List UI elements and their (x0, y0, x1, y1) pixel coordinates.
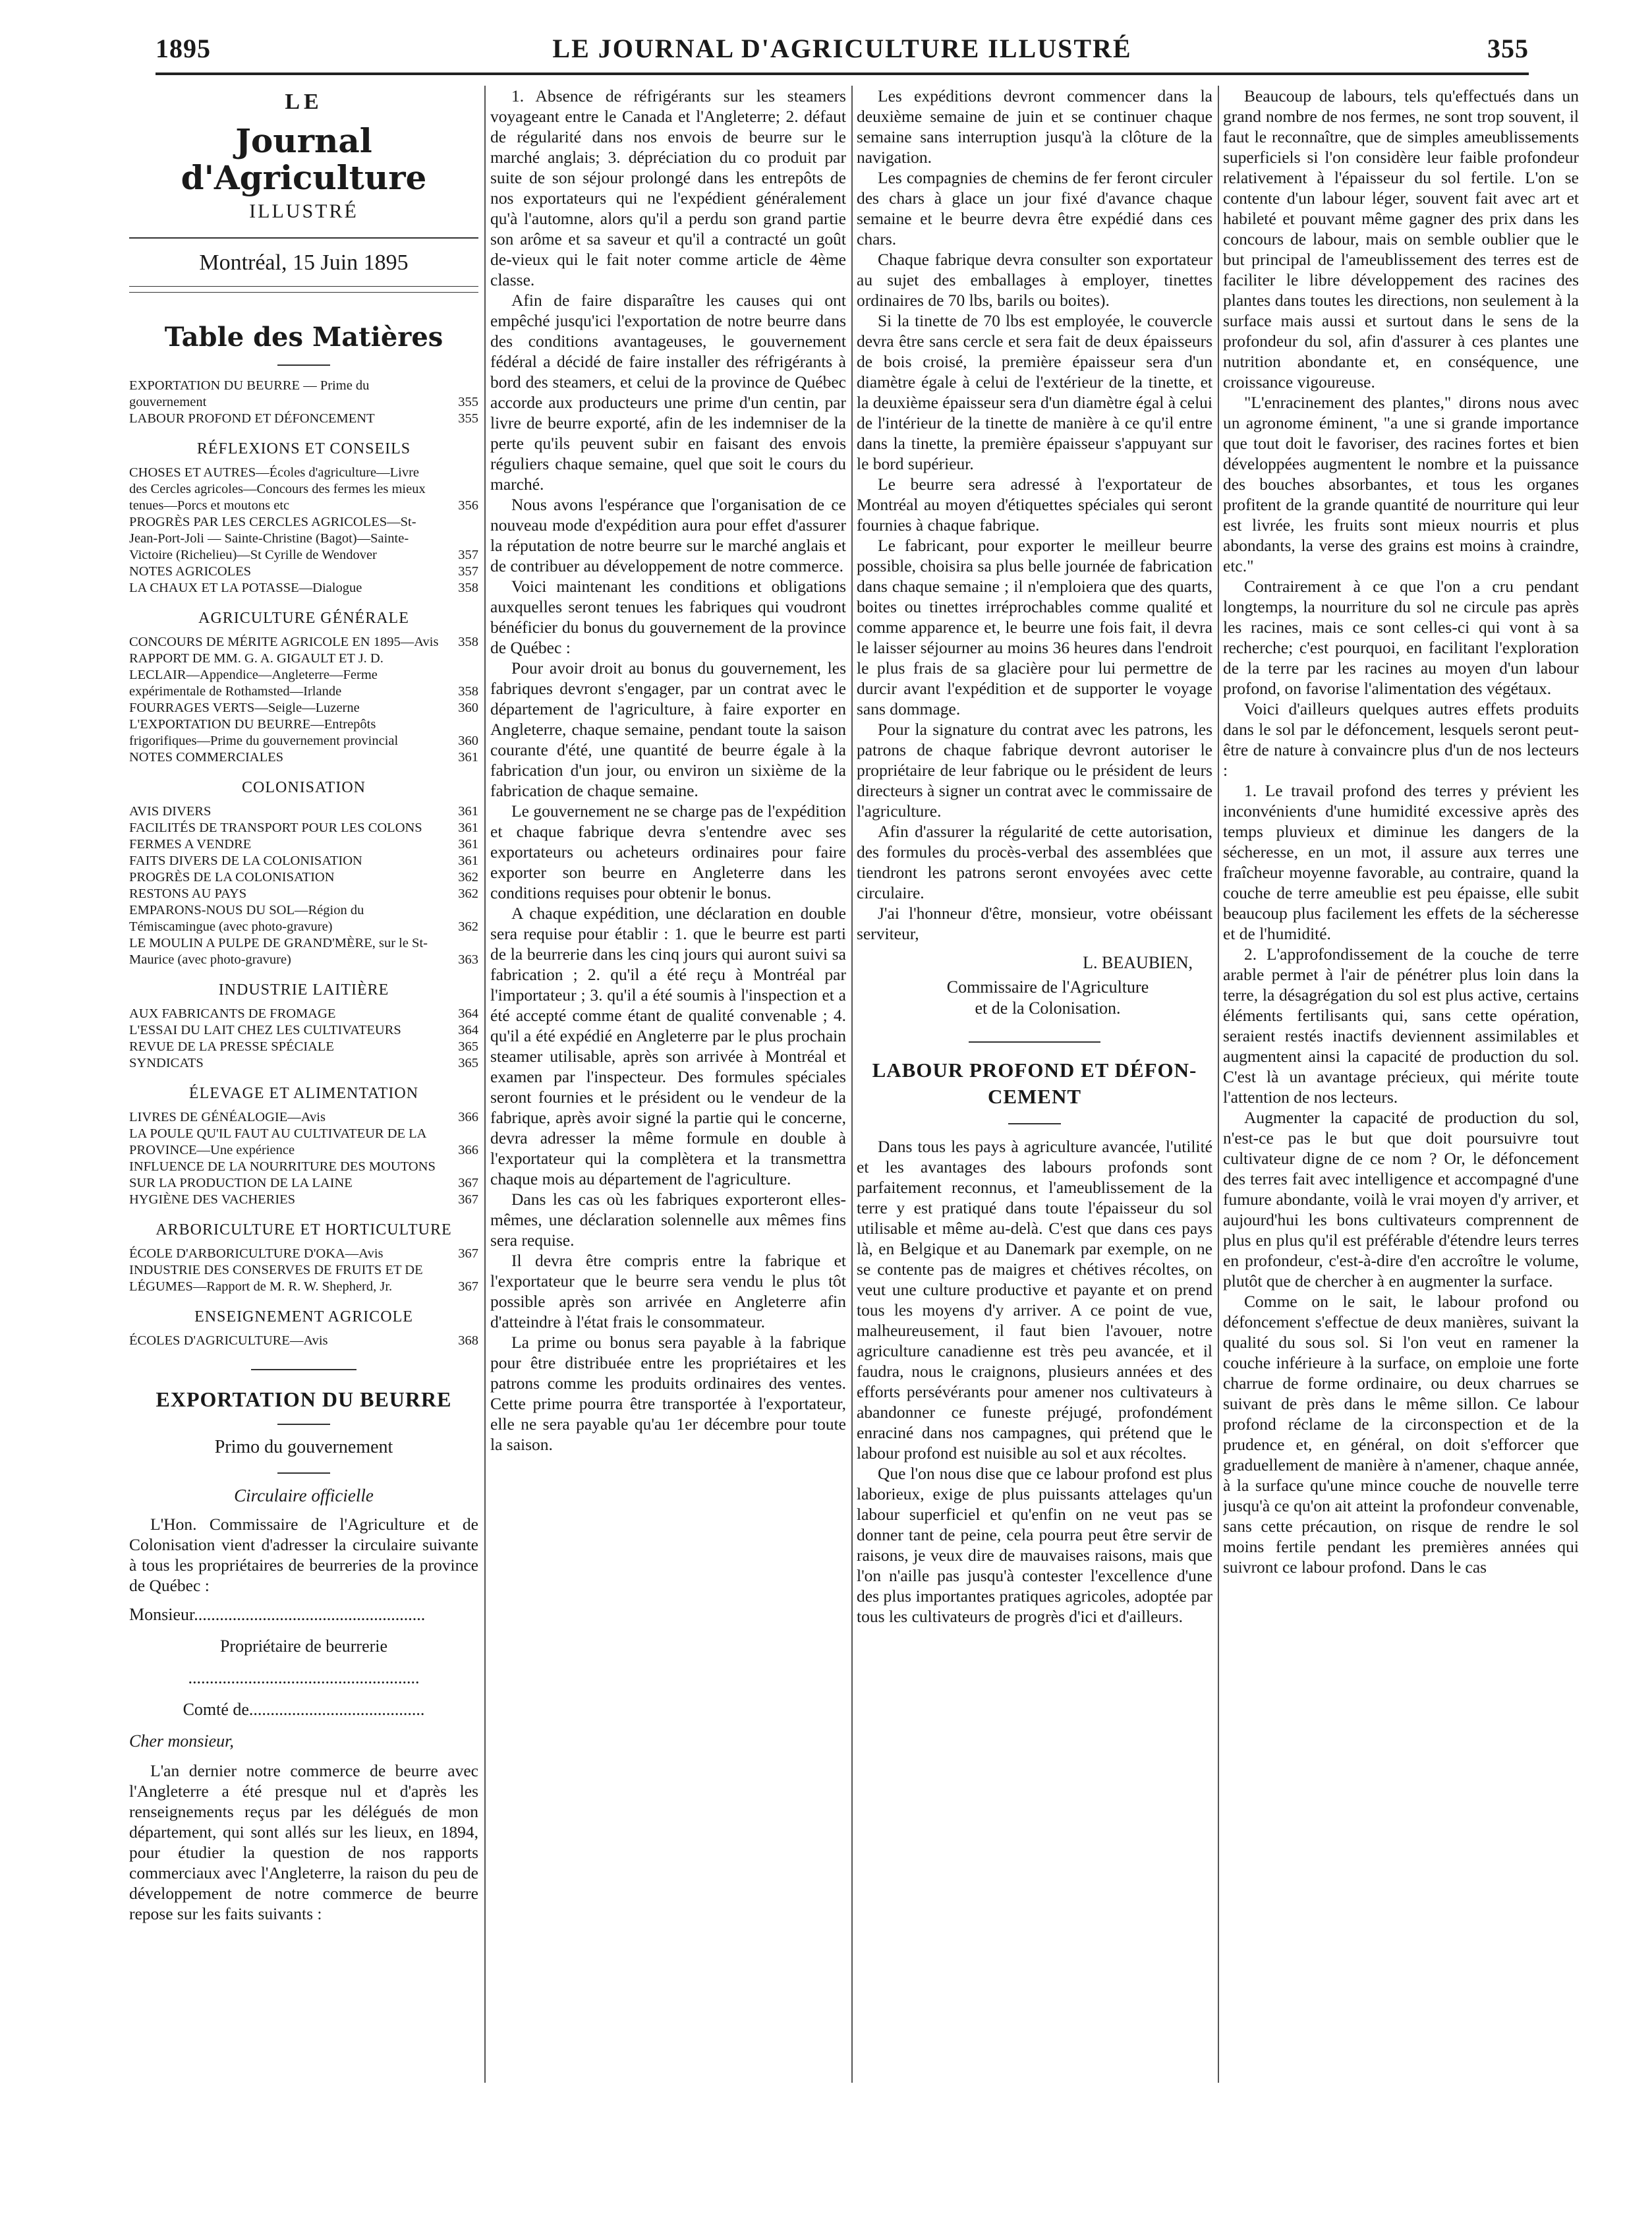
article-2-title-line: LABOUR PROFOND ET DÉFON- (872, 1059, 1197, 1082)
article-paragraph: Afin d'assurer la régularité de cette autorisation, des formules du procès-verbal des assemblées que tiendront les patrons seront envoyées avec cette circulaire. (857, 822, 1212, 902)
article-paragraph: Il devra être compris entre la fabrique et l'exportateur que le beurre sera vendu le plus tôt possible après son arrivée en Angleterre afin d'atteindre à l'état frais le consommateur. (490, 1251, 846, 1331)
column-divider (484, 86, 486, 2083)
toc-entry (129, 902, 478, 935)
toc-entry (129, 935, 478, 968)
toc-entry-page: 360 (458, 701, 478, 715)
toc-entry-text: LABOUR PROFOND ET DÉFONCEMENT (129, 411, 375, 426)
article-paragraph: Voici maintenant les conditions et obligations auxquelles seront tenues les fabriques qui voudront bénéficier du bonus du gouvernement de la province de Québec : (490, 577, 846, 657)
masthead-rule (129, 237, 478, 239)
toc-entry-text: EMPARONS-NOUS DU SOL—Région du Témiscamingue (avec photo-gravure) (129, 903, 364, 934)
toc-entry-page: 364 (458, 1006, 478, 1021)
toc-entry-page: 361 (458, 821, 478, 835)
toc-entry-page: 366 (458, 1110, 478, 1124)
toc-section-heading: COLONISATION (242, 779, 366, 796)
article-paragraph: Augmenter la capacité de production du sol, n'est-ce pas le but que doit poursuivre tout cultivateur digne de ce nom ? Or, le défoncement des terres fait avec intelligence et accompagné d'une fumure abondante, voilà le vrai moyen d'y arriver, et aujourd'hui les bons cultivateurs comprennent de plus en plus qu'il est préférable d'étendre leurs terres en profondeur, c'est-à-dire d'en accroître le volume, plutôt que de chercher à en augmenter la surface. (1223, 1108, 1579, 1291)
article-paragraph: Voici d'ailleurs quelques autres effets produits dans le sol par le défoncement, lesquels seront peut-être de nature à convaincre plus d'un de nos lecteurs : (1223, 699, 1579, 780)
toc-entry-text: RESTONS AU PAYS (129, 886, 247, 901)
toc-entry-page: 367 (458, 1279, 478, 1294)
article-paragraph: 1. Absence de réfrigérants sur les steamers voyageant entre le Canada et l'Angleterre; 2. défaut de régularité dans nos envois de beurre sur le marché anglais; 3. dépréciation du co produit par suite de son séjour prolongé dans les entrepôts de nos exportateurs qui ne l'expédient généralement qu'à l'automne, alors qu'il a perdu son grand partie son arôme et sa saveur et qu'il a contracté un goût de-vieux qui le fait noter comme article de 4ème classe. (490, 86, 846, 289)
toc-entry (129, 634, 478, 651)
form-monsieur: Monsieur...................................................... (129, 1605, 426, 1624)
toc-section-heading: ARBORICULTURE ET HORTICULTURE (156, 1221, 452, 1238)
toc-entry-text: LA CHAUX ET LA POTASSE—Dialogue (129, 581, 362, 595)
toc-section-heading: INDUSTRIE LAITIÈRE (218, 981, 389, 999)
toc-entry-page: 355 (458, 395, 478, 409)
toc-entry-text: LA POULE QU'IL FAUT AU CULTIVATEUR DE LA PROVINCE—Une expérience (129, 1126, 426, 1157)
toc-section-heading: ÉLEVAGE ET ALIMENTATION (188, 1085, 419, 1102)
column-divider (851, 86, 853, 2083)
article-paragraph: Que l'on nous dise que ce labour profond est plus laborieux, exige de plus puissants attelages qu'un labour superficiel et qu'enfin on ne veut pas se donner tant de peine, cela pourra peut être servir de raisons, je veux dire de mauvaises raisons, mais que l'on n'aille pas jusqu'à contester l'excellence d'une des plus importantes pratiques agricoles, adoptée par tous les cultivateurs de progrès d'ici et d'ailleurs. (857, 1464, 1212, 1626)
toc-entry (129, 1055, 478, 1072)
toc-entry (129, 853, 478, 869)
page-number: 355 (1487, 34, 1529, 63)
toc-entry-text: FAITS DIVERS DE LA COLONISATION (129, 854, 362, 868)
article-paragraph: Dans tous les pays à agriculture avancée, l'utilité et les avantages des labours profonds sont parfaitement reconnus, et l'ameublissement de la terre y est pratiqué dans toute l'épaisseur du sol utilisable et même au-delà. C'est que dans ces pays là, en Belgique et au Danemark par exemple, on ne se contente pas de maigres et chétives récoltes, on veut une culture productive et payante et on prend tous les moyens d'y arriver. A ce point de vue, malheureusement, il faut bien l'avouer, notre agriculture canadienne est très peu avancée, et il faudra, nous le craignons, plusieurs années et des efforts persévérants pour amener nos cultivateurs à abandonner ce funeste préjugé, profondément enraciné dans nos campagnes, qui prétend que le labour profond est nuisible au sol et aux récoltes. (857, 1137, 1212, 1463)
toc-entry-text: RAPPORT DE MM. G. A. GIGAULT ET J. D. LECLAIR—Appendice—Angleterre—Ferme expérimentale de Rothamsted—Irlande (129, 651, 384, 699)
toc-entry-text: ÉCOLE D'ARBORICULTURE D'OKA—Avis (129, 1246, 384, 1261)
toc-entry-page: 361 (458, 750, 478, 765)
toc-entry-page: 365 (458, 1056, 478, 1070)
toc-entry (129, 716, 478, 749)
toc-entry (129, 1333, 478, 1349)
article-2-title (863, 1057, 1206, 1110)
toc-entry (129, 1126, 478, 1159)
signature-role: Commissaire de l'Agriculture (946, 977, 1149, 997)
toc-entry (129, 1109, 478, 1126)
toc-entry-text: FACILITÉS DE TRANSPORT POUR LES COLONS (129, 821, 422, 835)
toc-entry (129, 820, 478, 836)
circular-heading: Circulaire officielle (234, 1486, 374, 1505)
toc-entry-text: PROGRÈS PAR LES CERCLES AGRICOLES—St-Jean-Port-Joli — Sainte-Christine (Bagot)—Sainte-Victoire (Richelieu)—St Cyrille de Wendover (129, 515, 416, 562)
article-paragraph: Pour la signature du contrat avec les patrons, les patrons de chaque fabrique devront autoriser le propriétaire de leur fabrique ou le président de leurs directeurs à signer un contrat avec le commissaire de l'agriculture. (857, 720, 1212, 821)
article-paragraph: 2. L'approfondissement de la couche de terre arable permet à l'air de pénétrer plus loin dans la terre, la désagrégation du sol est plus active, certains éléments fertilisants qui, sans cette opération, seraient restés inactifs deviennent assimilables et augmentent ainsi la capacité de production du sol. C'est là un avantage précieux, qui mérite toute l'attention de nos lecteurs. (1223, 944, 1579, 1107)
toc-entry-text: HYGIÈNE DES VACHERIES (129, 1192, 296, 1207)
toc-entry-page: 356 (458, 498, 478, 513)
article-paragraph: L'an dernier notre commerce de beurre avec l'Angleterre a été presque nul et d'après les renseignements reçus par les délégués de mon département, qui sont allés sur les lieux, en 1894, pour étudier la question de nos rapports commerciaux avec l'Angleterre, la raison du peu de développement de notre commerce de beurre repose sur les faits suivants : (129, 1761, 478, 1923)
toc-entry-text: LE MOULIN A PULPE DE GRAND'MÈRE, sur le St-Maurice (avec photo-gravure) (129, 936, 428, 967)
signature-role: et de la Colonisation. (975, 999, 1121, 1018)
toc-entry-page: 361 (458, 804, 478, 819)
toc-entry-text: FERMES A VENDRE (129, 837, 252, 852)
article-paragraph: Beaucoup de labours, tels qu'effectués dans un grand nombre de nos fermes, ne sont trop souvent, il faut le reconnaître, que de simples ameublissements superficiels si l'on considère leur faible profondeur relativement à l'épaisseur du sol fertile. L'on se contente d'un labour léger, souvent fait avec art et habileté et pouvant même gagner des prix dans les concours de labour, mais on semble oublier que le but principal de l'ameublissement des terres est de faciliter le libre développement des racines des plantes dans toutes les directions, non seulement à la surface mais aussi et surtout dans le sens de la profondeur du sol, afin d'assurer à ces plantes une nutrition abondante et, en conséquence, une croissance vigoureuse. (1223, 86, 1579, 392)
toc-entry-page: 355 (458, 411, 478, 426)
form-proprietaire: Propriétaire de beurrerie (219, 1637, 388, 1656)
toc-entry-text: PROGRÈS DE LA COLONISATION (129, 870, 335, 885)
toc-entry-page: 362 (458, 919, 478, 934)
article-subtitle: Primo du gouvernement (214, 1437, 393, 1457)
article-paragraph: Comme on le sait, le labour profond ou défoncement s'effectue de deux manières, suivant la qualité du sous sol. Si l'on veut en ramener la couche inférieure à la surface, on emploie une forte charrue de forme ordinaire, ou deux charrues se suivant de près dans le même sillon. Ce labour profond réclame de la circonspection et de la prudence et, en général, on doit s'efforcer que graduellement de manière à n'amener, chaque année, à la surface qu'une mince couche de nouvelle terre jusqu'à ce qu'on ait atteint la profondeur convenable, sans cette précaution, on risque de rendre le sol moins fertile pendant les premières années qui suivront ce labour profond. Dans le cas (1223, 1292, 1579, 1577)
header-year: 1895 (156, 34, 211, 63)
article-paragraph: Pour avoir droit au bonus du gouvernement, les fabriques devront s'engager, par un contrat avec le département de l'agriculture, à faire exporter en Angleterre, chaque semaine, pendant toute la saison courante d'été, une quantité de beurre égale à la fabrication d'un jour, ou environ un sixième de la fabrication de chaque semaine. (490, 658, 846, 800)
article-paragraph: Les compagnies de chemins de fer feront circuler des chars à glace un jour fixé d'avance chaque semaine et le beurre devra être expédié dans ces chars. (857, 168, 1212, 248)
masthead-title: Journal d'Agriculture (181, 121, 427, 197)
column-2 (490, 86, 846, 2089)
article-1-conclusion (857, 86, 1212, 944)
article-1-body (129, 1760, 478, 1924)
toc-entry-page: 367 (458, 1192, 478, 1207)
column-divider (1218, 86, 1219, 2083)
article-2-body-continued (1223, 86, 1579, 1577)
title-rule (277, 1424, 330, 1425)
toc-entry-text: L'ESSAI DU LAIT CHEZ LES CULTIVATEURS (129, 1023, 401, 1037)
toc-entry (129, 749, 478, 766)
toc-entry-page: 362 (458, 870, 478, 885)
toc-entry-text: CONCOURS DE MÉRITE AGRICOLE EN 1895—Avis (129, 635, 439, 649)
salutation: Cher monsieur, (129, 1731, 234, 1751)
toc-entry-page: 358 (458, 635, 478, 649)
article-paragraph: Nous avons l'espérance que l'organisation de ce nouveau mode d'expédition aura pour effet d'assurer la réputation de notre beurre sur le marché anglais et de contribuer au développement de notre commerce. (490, 495, 846, 575)
toc-rule (277, 364, 330, 366)
toc-entry (129, 514, 478, 564)
toc-entry-text: SYNDICATS (129, 1056, 204, 1070)
toc-entry-text: AUX FABRICANTS DE FROMAGE (129, 1006, 336, 1021)
article-title: EXPORTATION DU BEURRE (156, 1387, 452, 1411)
toc-title: Table des Matières (164, 322, 443, 353)
toc-entry-page: 366 (458, 1143, 478, 1157)
toc-entry (129, 651, 478, 700)
article-paragraph: J'ai l'honneur d'être, monsieur, votre obéissant serviteur, (857, 904, 1212, 943)
ornament-rule (251, 1369, 356, 1370)
column-4 (1223, 86, 1579, 2089)
toc-entry-text: LIVRES DE GÉNÉALOGIE—Avis (129, 1110, 326, 1124)
date-rule (129, 286, 478, 287)
page-header (156, 29, 1529, 69)
toc-section-heading: RÉFLEXIONS ET CONSEILS (196, 440, 411, 457)
toc-entry-page: 358 (458, 581, 478, 595)
masthead-le: LE (285, 90, 323, 114)
toc-entry-text: AVIS DIVERS (129, 804, 212, 819)
toc-entry (129, 1262, 478, 1295)
signature-name: L. BEAUBIEN, (1083, 953, 1193, 972)
toc-entry-page: 357 (458, 564, 478, 579)
toc-entry-page: 365 (458, 1039, 478, 1054)
header-rule (156, 73, 1529, 75)
toc-entry (129, 411, 478, 427)
toc-entry-text: INDUSTRIE DES CONSERVES DE FRUITS ET DE LÉGUMES—Rapport de M. R. W. Shepherd, Jr. (129, 1263, 423, 1294)
toc-entry-text: NOTES AGRICOLES (129, 564, 252, 579)
journal-title: LE JOURNAL D'AGRICULTURE ILLUSTRÉ (552, 34, 1132, 63)
toc-entry (129, 580, 478, 596)
toc-entry-page: 361 (458, 837, 478, 852)
toc-entry-text: ÉCOLES D'AGRICULTURE—Avis (129, 1333, 328, 1348)
article-paragraph: Le gouvernement ne se charge pas de l'expédition et chaque fabrique devra s'entendre avec ses exportateurs ou acheteurs ordinaires pour faire exporter son beurre en Angleterre dans les conditions requises pour obtenir le bonus. (490, 801, 846, 902)
toc-entry (129, 836, 478, 853)
article-paragraph: Dans les cas où les fabriques exporteront elles-mêmes, une déclaration solennelle aux mêmes fins sera requise. (490, 1190, 846, 1250)
toc-entry (129, 1246, 478, 1262)
toc-entry-page: 363 (458, 952, 478, 967)
masthead-illustre: ILLUSTRÉ (249, 200, 358, 222)
toc-entry (129, 1192, 478, 1208)
toc-entry-page: 367 (458, 1176, 478, 1190)
toc-entry-page: 361 (458, 854, 478, 868)
toc-entry-page: 358 (458, 684, 478, 699)
column-3 (857, 86, 1212, 2089)
toc-entry (129, 886, 478, 902)
toc-entry-page: 367 (458, 1246, 478, 1261)
toc-entry-text: NOTES COMMERCIALES (129, 750, 284, 765)
article-paragraph: Afin de faire disparaître les causes qui ont empêché jusqu'ici l'exportation de notre beurre dans des conditions avantageuses, le gouvernement fédéral a décidé de faire installer des réfrigérants à bord des steamers, et celui de la province de Québec accorde aux producteurs une prime d'un centin, par livre de beurre exporté, afin de les indemniser de la perte qu'ils peuvent subir en faisant des envois réguliers chaque semaine, quel que soit le cours du marché. (490, 291, 846, 494)
toc-section-heading: ENSEIGNEMENT AGRICOLE (194, 1308, 413, 1325)
toc-entry-text: INFLUENCE DE LA NOURRITURE DES MOUTONS SUR LA PRODUCTION DE LA LAINE (129, 1159, 436, 1190)
toc-entry-page: 368 (458, 1333, 478, 1348)
toc-entry (129, 1006, 478, 1022)
subtitle-rule (277, 1472, 330, 1474)
column-1 (129, 86, 478, 2089)
section-rule (969, 1041, 1100, 1043)
toc-entry-page: 362 (458, 886, 478, 901)
toc-section-heading: AGRICULTURE GÉNÉRALE (198, 610, 409, 627)
toc-entry (129, 700, 478, 716)
title-rule (1008, 1123, 1061, 1124)
article-paragraph: Contrairement à ce que l'on a cru pendant longtemps, la nourriture du sol ne circule pas après les racines, mais ce sont celles-ci qui vont à sa recherche; c'est pourquoi, en facilitant l'exploration de la terre par les racines au moyen d'un labour profond, on favorise l'alimentation des végétaux. (1223, 577, 1579, 698)
form-comte: Comté de......................................... (183, 1700, 425, 1719)
toc-entry (129, 1039, 478, 1055)
article-paragraph: Si la tinette de 70 lbs est employée, le couvercle devra être sans cercle et sera fait de deux épaisseurs de bois croisé, la première épaisseur sera d'un diamètre égale à celui de l'extérieur de la tinette, et la deuxième épaisseur sera d'un diamètre égal à celui de l'intérieur de la tinette de manière à ce qu'il entre dans la tinette, la première épaisseur s'appuyant sur le bord supérieur. (857, 311, 1212, 473)
toc-entry (129, 564, 478, 580)
issue-date: Montréal, 15 Juin 1895 (199, 250, 409, 275)
toc-entry (129, 1022, 478, 1039)
date-rule (129, 292, 478, 293)
toc-entry-text: CHOSES ET AUTRES—Écoles d'agriculture—Livre des Cercles agricoles—Concours des fermes les mieux tenues—Porcs et moutons etc (129, 465, 426, 513)
toc-entry-text: EXPORTATION DU BEURRE — Prime du gouvernement (129, 378, 370, 409)
toc-entry (129, 1159, 478, 1192)
article-paragraph: La prime ou bonus sera payable à la fabrique pour être distribuée entre les propriétaires et les patrons comme les produits ordinaires des ventes. Cette prime pourra être transportée à l'exportateur, elle ne sera payable qu'au 1er décembre pour toute la saison. (490, 1333, 846, 1454)
circular-intro: L'Hon. Commissaire de l'Agriculture et de Colonisation vient d'adresser la circulaire suivante à tous les propriétaires de beurreries de la province de Québec : (129, 1515, 478, 1595)
article-2-title-line: CEMENT (987, 1085, 1082, 1108)
article-paragraph: "L'enracinement des plantes," dirons nous avec un agronome éminent, "a une si grande importance que tout doit le favoriser, des racines fortes et bien développées augmentent le nombre et la puissance des bouches absorbantes, et tous les organes profitent de la grande quantité de nourriture qui leur est livrée, les fruits sont mieux nourris et plus abondants, la verse des grains est moins à craindre, etc." (1223, 393, 1579, 575)
table-of-contents (129, 378, 478, 1349)
article-paragraph: 1. Le travail profond des terres y prévient les inconvénients d'une humidité excessive après des temps pluvieux et diminue les dangers de la sécheresse, en un mot, il assure aux terres une fraîcheur moyenne favorable, au contraire, quand la couche de terre ameublie est peu épaisse, elle subit beaucoup plus facilement les effets de la sécheresse et de l'humidité. (1223, 781, 1579, 943)
toc-entry-text: FOURRAGES VERTS—Seigle—Luzerne (129, 701, 360, 715)
toc-entry (129, 803, 478, 820)
article-1-body-continued (490, 86, 846, 1455)
article-paragraph: Le fabricant, pour exporter le meilleur beurre possible, choisira sa plus belle journée de fabrication dans chaque semaine ; il n'emploiera que des quarts, boites ou tinettes irréprochables comme qualité et comme apparence et, le beurre une fois fait, il devra le laisser séjourner au moins 36 heures dans l'endroit le plus frais de sa glacière pour lui permettre de durcir avant l'expédition et de supporter le voyage sans dommage. (857, 536, 1212, 718)
toc-entry (129, 465, 478, 514)
toc-entry (129, 378, 478, 411)
toc-entry (129, 869, 478, 886)
article-paragraph: A chaque expédition, une déclaration en double sera requise pour établir : 1. que le beurre est parti de la beurrerie dans les cinq jours qui auront suivi sa fabrication ; 2. qu'il a été reçu à Montréal par l'importateur ; 3. qu'il a été soumis à l'inspection et a été accepté comme étant de qualité convenable ; 4. qu'il a été expédié en Angleterre par le plus prochain steamer utilisable, après son arrivée à Montréal et examen par l'inspecteur. Des formules spéciales seront fournies et le président ou le vendeur de la fabrique, après avoir signé la partie qui le concerne, devra adresser la même formule en double à l'exportateur qui la complètera et la transmettra chaque mois au département de l'agriculture. (490, 904, 846, 1188)
toc-entry-page: 360 (458, 734, 478, 748)
article-paragraph: Chaque fabrique devra consulter son exportateur au sujet des emballages à employer, tinettes ordinaires de 70 lbs, barils ou boites). (857, 250, 1212, 310)
article-paragraph: Les expéditions devront commencer dans la deuxième semaine de juin et se continuer chaque semaine sans interruption jusqu'à la clôture de la navigation. (857, 86, 1212, 167)
toc-entry-page: 357 (458, 548, 478, 562)
toc-entry-text: L'EXPORTATION DU BEURRE—Entrepôts frigorifiques—Prime du gouvernement provincial (129, 717, 399, 748)
toc-entry-text: REVUE DE LA PRESSE SPÉCIALE (129, 1039, 334, 1054)
form-dots: ...................................................... (188, 1668, 420, 1687)
article-paragraph: Le beurre sera adressé à l'exportateur de Montréal au moyen d'étiquettes spéciales qui seront fournies à chaque fabrique. (857, 475, 1212, 535)
article-2-body (857, 1136, 1212, 1627)
toc-entry-page: 364 (458, 1023, 478, 1037)
